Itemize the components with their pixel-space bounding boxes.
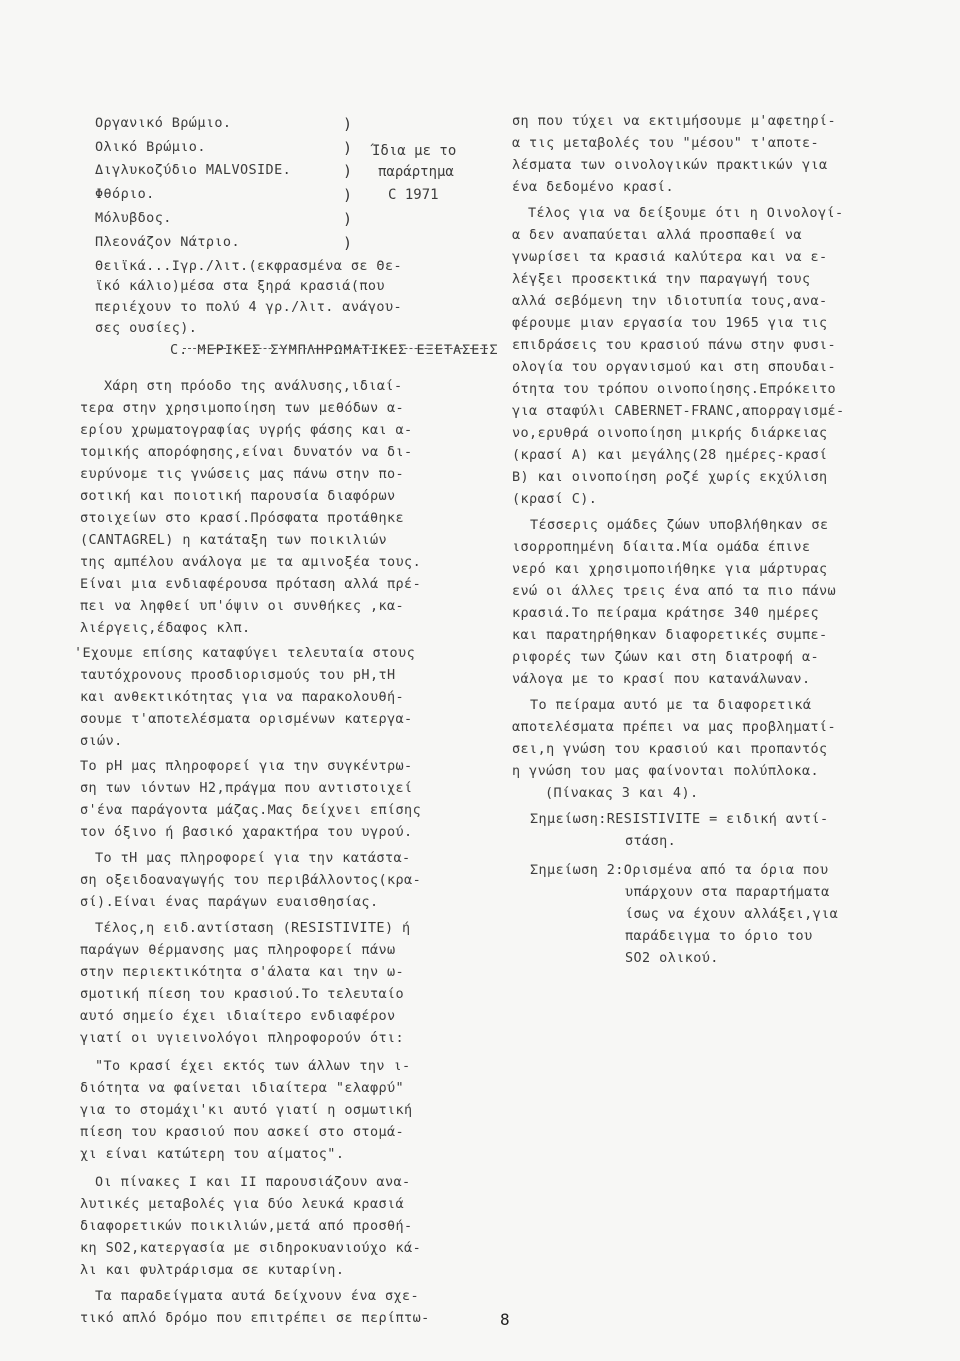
body-line: λέγξει προσεκτικά την παραγωγή τους [512,271,811,287]
body-line: ευρύνομε τις γνώσεις μας πάνω στην πο- [80,466,405,482]
body-line: ολογία του οργανισμού και στη σπουδαι- [512,359,837,375]
header-line: Θειϊκά...Ιγρ./λιτ.(εκφρασμένα σε Θε- [95,258,402,274]
bracket-note: C 1971 [388,187,439,203]
body-line: "Το κρασί έχει εκτός των άλλων την ι- [95,1058,411,1074]
body-line: νερό και χρησιμοποιήθηκε για μάρτυρας [512,561,828,577]
body-line: παράγων θέρμανσης μας πληροφορεί πάνω [80,942,396,958]
header-line: Οργανικό Βρώμιο. [95,115,232,131]
bracket-note: παράρτημα [378,164,454,180]
bracket-mark: ) [343,139,353,157]
bracket-mark: ) [343,162,353,180]
body-line: Το πείραμα αυτό με τα διαφορετικά [530,697,812,713]
body-line: σουμε τ'αποτελέσματα ορισμένων κατεργα- [80,711,413,727]
body-line: ερίου χρωματογραφίας υγρής φάσης και α- [80,422,413,438]
body-line: γιατί οι υγιεινολόγοι πληροφορούν ότι: [80,1030,405,1046]
bracket-note: Ίδια με το [372,143,457,159]
heading-underline [183,348,488,349]
body-line: 'Εχουμε επίσης καταφύγει τελευταία στους [74,645,416,661]
body-line: πει να ληφθεί υπ'όψιν οι συνθήκες ,κα- [80,598,405,614]
body-line: διαφορετικών ποικιλιών,μετά από προσθή- [80,1218,413,1234]
body-line: και ανθεκτικότητας για να παρακολουθή- [80,689,405,705]
body-line: λι και φυλτράρισμα σε κυταρίνη. [80,1262,345,1278]
footnote-line: παράδειγμα το όριο του [625,928,813,944]
body-line: λιέργεις,έδαφος κλπ. [80,620,251,636]
header-line: Πλεονάζον Νάτριο. [95,234,240,250]
body-line: η γνώση του μας φαίνονται πολύπλοκα. [512,763,819,779]
body-line: τον όξινο ή βασικό χαρακτήρα του υγρού. [80,824,413,840]
body-line: σί).Είναι ένας παράγων ευαισθησίας. [80,894,379,910]
header-line: Ολικό Βρώμιο. [95,139,206,155]
body-line: αλλά σεβόμενη την ιδιοτυπία τους,ανα- [512,293,828,309]
body-line: Χάρη στη πρόοδο της ανάλυσης,ιδιαί- [104,378,403,394]
body-line: α τις μεταβολές του "μέσου" τ'αποτε- [512,135,819,151]
body-line: (κρασί Α) και μεγάλης(28 ημέρες-κρασί [512,447,828,463]
body-line: για σταφύλι CABERNET-FRANC,απορραγισμέ- [512,403,845,419]
body-line: ση οξειδοαναγωγής του περιβάλλοντος(κρα- [80,872,422,888]
body-line: Τα παραδείγματα αυτά δείχνουν ένα σχε- [95,1288,420,1304]
footnote-line: SO2 ολικού. [625,950,719,966]
body-line: (CANTAGREL) η κατάταξη των ποικιλιών [80,532,387,548]
body-line: λέσματα των οινολογικών πρακτικών για [512,157,828,173]
body-line: Β) και οινοποίηση ροζέ χωρίς εκχύλιση [512,469,828,485]
body-line: γνωρίσει τα κρασιά καλύτερα και να ε- [512,249,828,265]
body-line: τομικής απορόφησης,είναι δυνατόν να δι- [80,444,413,460]
header-line: Μόλυβδος. [95,210,172,226]
body-line: πίεση του κρασιού που ασκεί στο στομά- [80,1124,405,1140]
body-line: ισορροπημένη δίαιτα.Μία ομάδα έπινε [512,539,811,555]
page-number: 8 [500,1310,510,1329]
header-line: Φθόριο. [95,186,155,202]
header-line: Διγλυκοζύδιο MALVOSIDE. [95,162,292,178]
body-line: νάλογα με το κρασί που κατανάλωναν. [512,671,811,687]
footnote-line: στάση. [625,833,677,849]
body-line: επιδράσεις του κρασιού πάνω στην φυσι- [512,337,837,353]
footnote-line: ίσως να έχουν αλλάξει,για [625,906,839,922]
body-line: χι είναι κατώτερη του αίματος". [80,1146,345,1162]
footnote-line: υπάρχουν στα παραρτήματα [625,884,830,900]
body-line: διότητα να φαίνεται ιδιαίτερα "ελαφρύ" [80,1080,405,1096]
body-line: Τέλος,η ειδ.αντίσταση (RESISTIVITE) ή [95,920,411,936]
body-line: ταυτόχρονους προσδιορισμούς του pH,τH [80,667,396,683]
body-line: αυτό σημείο έχει ιδιαίτερο ενδιαφέρον [80,1008,396,1024]
body-line: σ'ένα παράγοντα μάζας.Μας δείχνει επίσης [80,802,422,818]
body-line: νο,ερυθρά οινοποίηση μικρής διάρκειας [512,425,828,441]
footnote-line: Σημείωση:RESISTIVITE = ειδική αντί- [530,811,829,827]
body-line: ένα δεδομένο κρασί. [512,179,675,195]
body-line: (κρασί C). [512,491,598,507]
body-line: αποτελέσματα πρέπει να μας προβληματί- [512,719,837,735]
bracket-mark: ) [343,115,353,133]
body-line: λυτικές μεταβολές για δύο λευκά κρασιά [80,1196,405,1212]
body-line: σιών. [80,733,123,749]
body-line: Το pH μας πληροφορεί για την συγκέντρω- [80,758,413,774]
body-line: Οι πίνακες Ι και ΙΙ παρουσιάζουν ανα- [95,1174,411,1190]
body-line: ση των ιόντων H2,πράγμα που αντιστοιχεί [80,780,413,796]
body-line: στην περιεκτικότητα σ'άλατα και την ω- [80,964,405,980]
body-line: κρασιά.Το πείραμα κράτησε 340 ημέρες [512,605,819,621]
body-line: ση που τύχει να εκτιμήσουμε μ'αφετηρί- [512,113,837,129]
body-line: Τέλος για να δείξουμε ότι η Οινολογί- [528,205,844,221]
body-line: σοτική και ποιοτική παρουσία διαφόρων [80,488,396,504]
body-line: ότητα του τρόπου οινοποίησης.Επρόκειτο [512,381,837,397]
body-line: και παρατηρήθηκαν διαφορετικές συμπε- [512,627,828,643]
bracket-mark: ) [343,186,353,204]
body-line: (Πίνακας 3 και 4). [545,785,699,801]
body-line: κη SO2,κατεργασία με σιδηροκυανιούχο κά- [80,1240,422,1256]
body-line: Είναι μια ενδιαφέρουσα πρόταση αλλά πρέ- [80,576,422,592]
bracket-mark: ) [343,234,353,252]
body-line: σμοτική πίεση του κρασιού.Το τελευταίο [80,986,405,1002]
body-line: της αμπέλου ανάλογα με τα αμινοξέα τους. [80,554,422,570]
body-line: φέρουμε μιαν εργασία του 1965 για τις [512,315,828,331]
body-line: για το στομάχι'κι αυτό γιατί η οσμωτική [80,1102,413,1118]
body-line: α δεν αναπαύεται αλλά προσπαθεί να [512,227,802,243]
header-line: σες ουσίες). [95,320,198,336]
header-line: ϊκό κάλιο)μέσα στα ξηρά κρασιά(που [95,278,385,294]
bracket-mark: ) [343,210,353,228]
body-line: ριφορές των ζώων και στη διατροφή α- [512,649,819,665]
header-line: περιέχουν το πολύ 4 γρ./λιτ. ανάγου- [95,299,402,315]
body-line: στοιχείων στο κρασί.Πρόσφατα προτάθηκε [80,510,405,526]
body-line: τερα στην χρησιμοποίηση των μεθόδων α- [80,400,405,416]
body-line: Το τH μας πληροφορεί για την κατάστα- [95,850,411,866]
body-line: Τέσσερις ομάδες ζώων υποβλήθηκαν σε [530,517,829,533]
body-line: ενώ οι άλλες τρεις ένα από τα πιο πάνω [512,583,837,599]
body-line: τικό απλό δρόμο που επιτρέπει σε περίπτω- [80,1310,430,1326]
footnote-line: Σημείωση 2:Ορισμένα από τα όρια που [530,862,829,878]
section-heading: C. ΜΕΡΙΚΕΣ ΣΥΜΠΛΗΡΩΜΑΤΙΚΕΣ ΕΞΕΤΑΣΕΙΣ [170,342,499,358]
body-line: σει,η γνώση του κρασιού και προπαντός [512,741,828,757]
